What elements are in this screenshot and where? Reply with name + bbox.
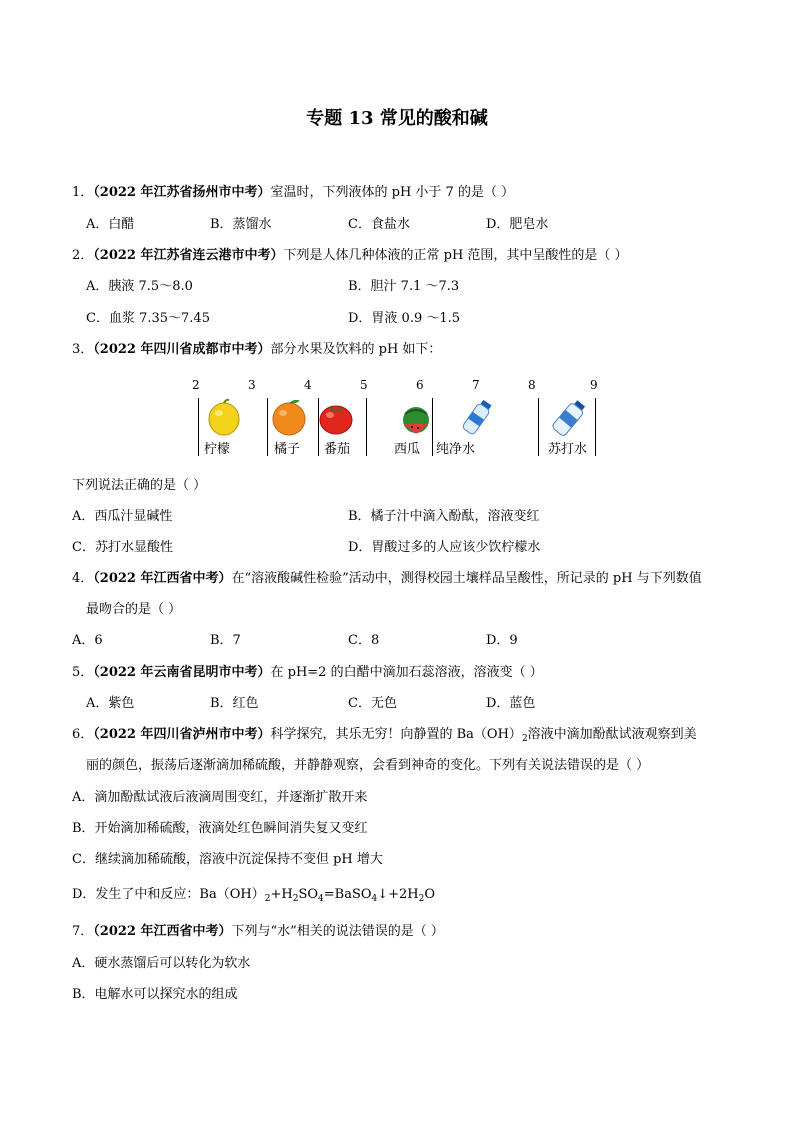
question-5 bbox=[72, 664, 543, 682]
ph-tick-2: 2 bbox=[192, 378, 200, 392]
ph-tick-8: 8 bbox=[528, 378, 536, 392]
q5-option-a: A．紫色 bbox=[86, 696, 135, 711]
q2-option-c: C．血浆 7.35～7.45 bbox=[86, 311, 210, 326]
q5-option-c: C．无色 bbox=[348, 696, 397, 711]
orange-icon bbox=[270, 398, 308, 438]
page-title: 专题 13 常见的酸和碱 bbox=[306, 108, 488, 129]
divider bbox=[595, 398, 596, 456]
question-source: （2022 年四川省成都市中考） bbox=[93, 342, 271, 357]
q5-option-d: D．蓝色 bbox=[486, 696, 536, 711]
q1-option-c: C．食盐水 bbox=[348, 217, 410, 232]
ph-scale-figure bbox=[186, 378, 606, 460]
divider bbox=[432, 398, 433, 456]
question-number: 3． bbox=[72, 342, 94, 357]
soda-water-bottle-icon bbox=[548, 398, 590, 438]
question-stem: 在“溶液酸碱性检验”活动中，测得校园土壤样品呈酸性，所记录的 pH 与下列数值 bbox=[231, 571, 702, 586]
q1-option-a: A．白醋 bbox=[86, 217, 135, 232]
question-4-continued: 最吻合的是（ ） bbox=[86, 602, 182, 617]
divider bbox=[267, 398, 268, 456]
question-number: 5． bbox=[72, 665, 94, 680]
question-1 bbox=[72, 184, 514, 202]
q6-option-a: A．滴加酚酞试液后液滴周围变红，并逐渐扩散开来 bbox=[72, 790, 368, 805]
question-stem: 部分水果及饮料的 pH 如下： bbox=[270, 342, 442, 357]
divider bbox=[538, 398, 539, 456]
q6-option-b: B．开始滴加稀硫酸，液滴处红色瞬间消失复又变红 bbox=[72, 821, 368, 836]
q4-option-c: C．8 bbox=[348, 633, 380, 648]
equation-part: O bbox=[424, 887, 436, 902]
equation-part: =BaSO bbox=[323, 887, 372, 902]
label-soda-water: 苏打水 bbox=[548, 442, 588, 457]
q4-option-d: D．9 bbox=[486, 633, 518, 648]
q5-option-b: B．红色 bbox=[210, 696, 259, 711]
q4-option-b: B．7 bbox=[210, 633, 241, 648]
ph-tick-6: 6 bbox=[416, 378, 424, 392]
subscript: 2 bbox=[418, 894, 425, 904]
question-4 bbox=[72, 570, 702, 588]
question-source: （2022 年江苏省连云港市中考） bbox=[93, 248, 284, 263]
question-number: 6． bbox=[72, 727, 94, 742]
equation-part: ↓+2H bbox=[377, 887, 419, 902]
q4-option-a: A．6 bbox=[72, 633, 103, 648]
equation-part: SO bbox=[298, 887, 319, 902]
q3-option-c: C．苏打水显酸性 bbox=[72, 540, 173, 555]
question-source: （2022 年江苏省扬州市中考） bbox=[93, 185, 271, 200]
divider bbox=[366, 398, 367, 456]
question-number: 4． bbox=[72, 571, 94, 586]
question-stem-cont: 溶液中滴加酚酞试液观察到美 bbox=[527, 727, 697, 742]
subscript: 2 bbox=[292, 894, 299, 904]
lemon-icon bbox=[206, 398, 242, 438]
subscript: 4 bbox=[318, 894, 324, 904]
ph-tick-9: 9 bbox=[590, 378, 598, 392]
q2-option-a: A．胰液 7.5～8.0 bbox=[86, 279, 193, 294]
q1-option-d: D．肥皂水 bbox=[486, 217, 549, 232]
question-source: （2022 年云南省昆明市中考） bbox=[93, 665, 271, 680]
question-7 bbox=[72, 923, 444, 941]
question-number: 7． bbox=[72, 924, 94, 939]
ph-tick-7: 7 bbox=[472, 378, 480, 392]
watermelon-icon bbox=[400, 398, 432, 438]
label-watermelon: 西瓜 bbox=[394, 442, 421, 457]
divider bbox=[198, 398, 199, 456]
question-number: 1． bbox=[72, 185, 94, 200]
q3-prompt: 下列说法正确的是（ ） bbox=[72, 478, 207, 493]
subscript: 4 bbox=[371, 894, 378, 904]
q6-option-c: C．继续滴加稀硫酸，溶液中沉淀保持不变但 pH 增大 bbox=[72, 852, 383, 867]
q7-option-a: A．硬水蒸馏后可以转化为软水 bbox=[72, 956, 251, 971]
equation-part: D．发生了中和反应：Ba（OH） bbox=[72, 887, 265, 902]
question-stem: 科学探究，其乐无穷！向静置的 Ba（OH） bbox=[270, 727, 522, 742]
label-lemon: 柠檬 bbox=[204, 442, 231, 457]
question-6 bbox=[72, 726, 697, 748]
q3-option-d: D．胃酸过多的人应该少饮柠檬水 bbox=[348, 540, 541, 555]
subscript: 2 bbox=[264, 894, 271, 904]
question-source: （2022 年江西省中考） bbox=[93, 924, 232, 939]
question-stem: 下列与“水”相关的说法错误的是（ ） bbox=[231, 924, 444, 939]
subscript: 2 bbox=[521, 734, 528, 744]
q6-option-d bbox=[72, 886, 435, 908]
q1-option-b: B．蒸馏水 bbox=[210, 217, 272, 232]
question-number: 2． bbox=[72, 248, 94, 263]
label-tomato: 番茄 bbox=[324, 442, 351, 457]
water-bottle-icon bbox=[458, 398, 498, 438]
question-stem: 在 pH=2 的白醋中滴加石蕊溶液，溶液变（ ） bbox=[270, 665, 543, 680]
tomato-icon bbox=[318, 398, 354, 438]
question-source: （2022 年江西省中考） bbox=[93, 571, 232, 586]
ph-tick-5: 5 bbox=[360, 378, 368, 392]
q7-option-b: B．电解水可以探究水的组成 bbox=[72, 987, 238, 1002]
q2-option-d: D．胃液 0.9 ～1.5 bbox=[348, 311, 461, 326]
ph-tick-3: 3 bbox=[248, 378, 256, 392]
question-6-continued: 丽的颜色，振荡后逐渐滴加稀硫酸，并静静观察，会看到神奇的变化。下列有关说法错误的是（ ） bbox=[86, 758, 650, 773]
label-purified-water: 纯净水 bbox=[436, 442, 476, 457]
q3-option-b: B．橘子汁中滴入酚酞，溶液变红 bbox=[348, 509, 540, 524]
question-source: （2022 年四川省泸州市中考） bbox=[93, 727, 271, 742]
equation-part: +H bbox=[270, 887, 293, 902]
question-stem: 室温时，下列液体的 pH 小于 7 的是（ ） bbox=[270, 185, 515, 200]
q3-option-a: A．西瓜汁显碱性 bbox=[72, 509, 173, 524]
label-orange: 橘子 bbox=[274, 442, 301, 457]
question-3 bbox=[72, 341, 441, 359]
q2-option-b: B．胆汁 7.1 ～7.3 bbox=[348, 279, 460, 294]
question-2 bbox=[72, 247, 628, 265]
ph-tick-4: 4 bbox=[304, 378, 312, 392]
question-stem: 下列是人体几种体液的正常 pH 范围，其中呈酸性的是（ ） bbox=[283, 248, 628, 263]
